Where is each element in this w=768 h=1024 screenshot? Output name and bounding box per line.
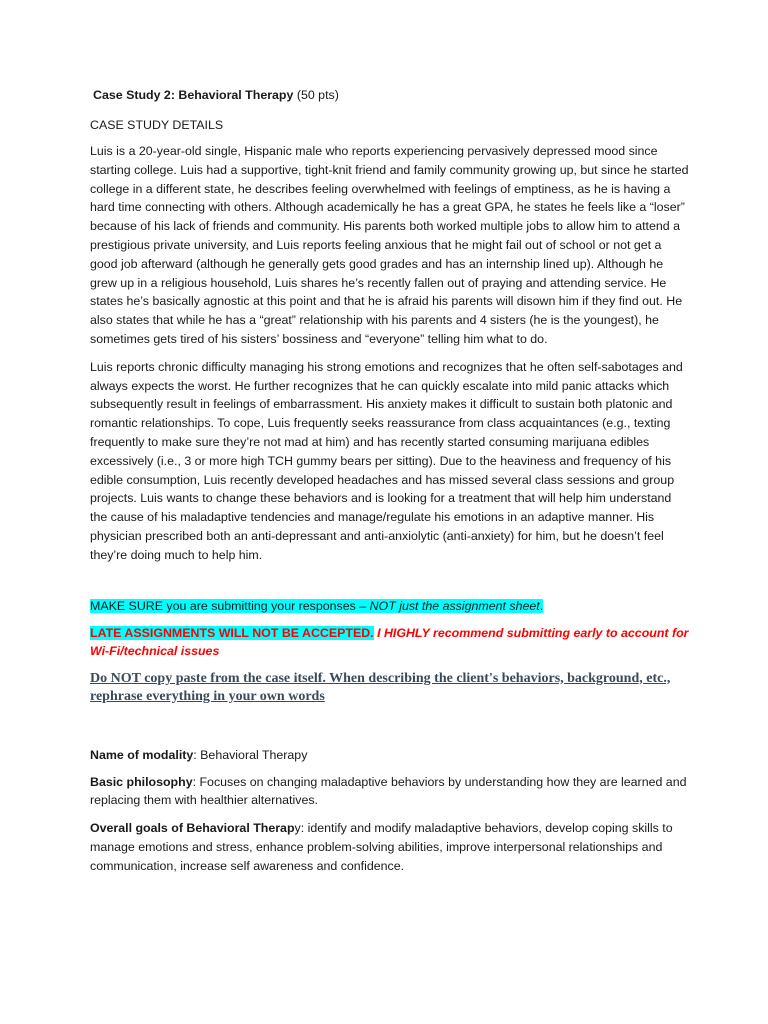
goals-value: y: identify and modify maladaptive behaviors, develop coping skills to manage emotions and stress, enhance problem-solving abilities, improve interpersonal relationships and communication, increase self awareness and confidence. [90,821,673,873]
goals-line [90,819,690,875]
case-study-title-bold: Case Study 2: Behavioral Therapy [93,88,294,102]
philosophy-label: Basic philosophy [90,774,193,789]
modality-label: Name of modality [90,747,194,762]
case-study-details-heading: CASE STUDY DETAILS [90,118,224,132]
case-study-points: (50 pts) [293,88,339,102]
submit-reminder-end: . [539,598,544,613]
submit-reminder [90,597,690,615]
submit-reminder-text: MAKE SURE you are submitting your responses – [90,598,370,613]
philosophy-line [90,773,690,811]
late-warning-bold: LATE ASSIGNMENTS WILL NOT BE ACCEPTED. [90,625,374,640]
case-paragraph-1: Luis is a 20-year-old single, Hispanic male who reports experiencing pervasively depressed mood since starting college. Luis had a supportive, tight-knit friend and family community growing up, but since he started college in a different state, he describes feeling overwhelmed with feelings of emptiness, as he is having a hard time connecting with others. Although academically he has a great GPA, he states he feels like a “loser” because of his lack of friends and community. His parents both worked multiple jobs to allow him to attend a prestigious private university, and Luis reports feeling anxious that he might fail out of school or not get a good job afterward (although he generally gets good grades and has an internship lined up). Although he grew up in a religious household, Luis shares he’s recently fallen out of praying and attending service. He states he’s basically agnostic at this point and that he is afraid his parents will disown him if they find out. He also states that while he has a “great” relationship with his parents and 4 sisters (he is the youngest), he sometimes gets tired of his sisters’ bossiness and “everyone” telling him what to do. [90,144,689,346]
modality-line [90,746,690,764]
philosophy-value: : Focuses on changing maladaptive behaviors by understanding how they are learned and replacing them with healthier alternatives. [90,774,687,808]
document-page [90,86,690,876]
modality-value: : Behavioral Therapy [193,747,308,762]
case-study-title [90,86,690,104]
late-assignment-warning [90,624,690,660]
late-warning-italic: I HIGHLY recommend submitting early to account for Wi-Fi/technical issues [90,625,689,658]
submit-reminder-italic: NOT just the assignment sheet [369,598,540,613]
case-paragraph-2: Luis reports chronic difficulty managing his strong emotions and recognizes that he often self-sabotages and always expects the worst. He further recognizes that he can quickly escalate into mild panic attacks which subsequently result in feelings of embarrassment. His anxiety makes it difficult to sustain both platonic and romantic relationships. To cope, Luis frequently seeks reassurance from class acquaintances (e.g., texting frequently to make sure they’re not mad at him) and has recently started consuming marijuana edibles excessively (i.e., 3 or more high TCH gummy bears per sitting). Due to the heaviness and frequency of his edible consumption, Luis recently developed headaches and has missed several class sessions and group projects. Luis wants to change these behaviors and is looking for a treatment that will help him understand the cause of his maladaptive tendencies and manage/regulate his emotions in an adaptive manner. His physician prescribed both an anti-depressant and anti-anxiolytic (anti-anxiety) for him, but he doesn’t feel they’re doing much to help him. [90,359,683,562]
no-copy-warning: Do NOT copy paste from the case itself. When describing the client's behaviors, background, etc., rephrase everything in your own words [90,670,671,704]
goals-label: Overall goals of Behavioral Therap [90,821,295,836]
